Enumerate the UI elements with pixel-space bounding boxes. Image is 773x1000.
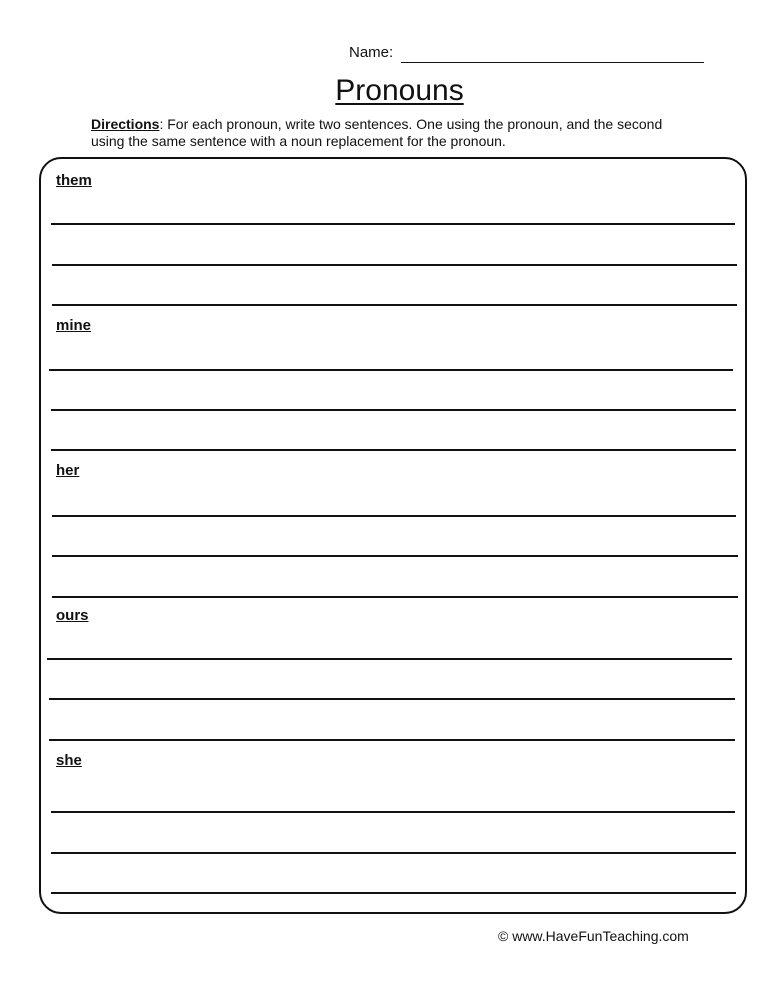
copyright-footer: © www.HaveFunTeaching.com <box>498 928 689 944</box>
directions-label: Directions <box>91 116 160 132</box>
directions <box>91 116 691 150</box>
writing-line[interactable] <box>51 892 736 894</box>
writing-line[interactable] <box>52 555 738 557</box>
writing-line[interactable] <box>47 658 732 660</box>
directions-text: : For each pronoun, write two sentences. One using the pronoun, and the second using the same sentence with a noun replacement for the pronoun. <box>91 116 663 149</box>
writing-line[interactable] <box>51 223 735 225</box>
pronoun-label: mine <box>56 317 92 334</box>
writing-line[interactable] <box>51 811 735 813</box>
writing-line[interactable] <box>52 264 737 266</box>
name-label: Name: <box>349 44 394 61</box>
writing-line[interactable] <box>52 515 736 517</box>
writing-line[interactable] <box>51 449 736 451</box>
writing-line[interactable] <box>51 852 736 854</box>
name-field-line[interactable] <box>401 62 704 63</box>
answer-box <box>39 157 747 914</box>
writing-line[interactable] <box>49 739 735 741</box>
writing-line[interactable] <box>51 409 736 411</box>
pronoun-label: ours <box>56 607 89 624</box>
writing-line[interactable] <box>49 698 735 700</box>
pronoun-label: her <box>56 462 80 479</box>
page-title: Pronouns <box>335 74 464 107</box>
writing-line[interactable] <box>49 369 733 371</box>
pronoun-label: she <box>56 752 82 769</box>
writing-line[interactable] <box>52 304 737 306</box>
writing-line[interactable] <box>52 596 738 598</box>
pronoun-label: them <box>56 172 92 189</box>
